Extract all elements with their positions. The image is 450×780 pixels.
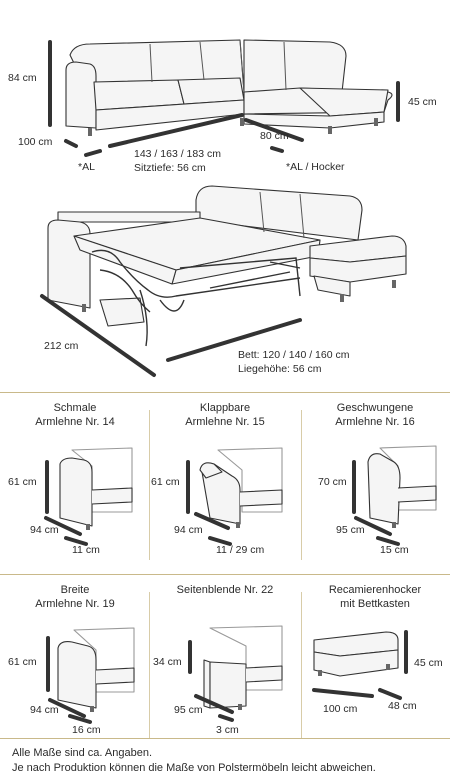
armrest-14-depth: 94 cm — [30, 524, 59, 536]
armrest-16-title: Geschwungene Armlehne Nr. 16 — [335, 402, 415, 428]
armrest-19-depth: 94 cm — [30, 704, 59, 716]
lying-height-label: Liegehöhe: 56 cm — [238, 363, 322, 375]
depth-label: 100 cm — [18, 136, 53, 148]
side-panel-22-title: Seitenblende Nr. 22 — [176, 584, 274, 596]
armrest-14-height: 61 cm — [8, 476, 37, 488]
side-panel-depth: 95 cm — [174, 704, 203, 716]
hocker-title: Recamierenhocker mit Bettkasten — [328, 584, 422, 610]
armrest-15-width: 11 / 29 cm — [216, 544, 265, 556]
chaise-height-label: 45 cm — [408, 96, 437, 108]
armrest-16-width: 15 cm — [380, 544, 409, 556]
al-left-label: *AL — [78, 161, 95, 173]
seat-depth-label: Sitztiefe: 56 cm — [134, 162, 206, 174]
side-panel-height: 34 cm — [153, 656, 182, 668]
armrest-14-width: 11 cm — [72, 544, 100, 556]
hocker-height: 45 cm — [414, 657, 443, 669]
armrest-19-title: Breite Armlehne Nr. 19 — [35, 584, 115, 610]
footer-note-2: Je nach Produktion können die Maße von Polstermöbeln leicht abweichen. — [12, 762, 376, 774]
hocker-depth: 100 cm — [323, 703, 358, 715]
armrest-19-width: 16 cm — [72, 724, 101, 736]
corner-width-label: 80 cm — [260, 130, 289, 142]
armrest-15-title: Klappbare Armlehne Nr. 15 — [185, 402, 265, 428]
bed-length-label: 212 cm — [44, 340, 79, 352]
section-divider — [0, 738, 450, 739]
width-options-label: 143 / 163 / 183 cm — [134, 148, 221, 160]
hocker-width: 48 cm — [388, 700, 417, 712]
armrest-15-depth: 94 cm — [174, 524, 203, 536]
armrest-14-title: Schmale Armlehne Nr. 14 — [35, 402, 115, 428]
al-hocker-label: *AL / Hocker — [286, 161, 345, 173]
side-panel-width: 3 cm — [216, 724, 239, 736]
bed-sizes-label: Bett: 120 / 140 / 160 cm — [238, 349, 350, 361]
armrest-16-depth: 95 cm — [336, 524, 365, 536]
armrest-19-height: 61 cm — [8, 656, 37, 668]
armrest-15-height: 61 cm — [151, 476, 180, 488]
footer-note-1: Alle Maße sind ca. Angaben. — [12, 747, 153, 759]
armrest-16-height: 70 cm — [318, 476, 347, 488]
height-label: 84 cm — [8, 72, 37, 84]
